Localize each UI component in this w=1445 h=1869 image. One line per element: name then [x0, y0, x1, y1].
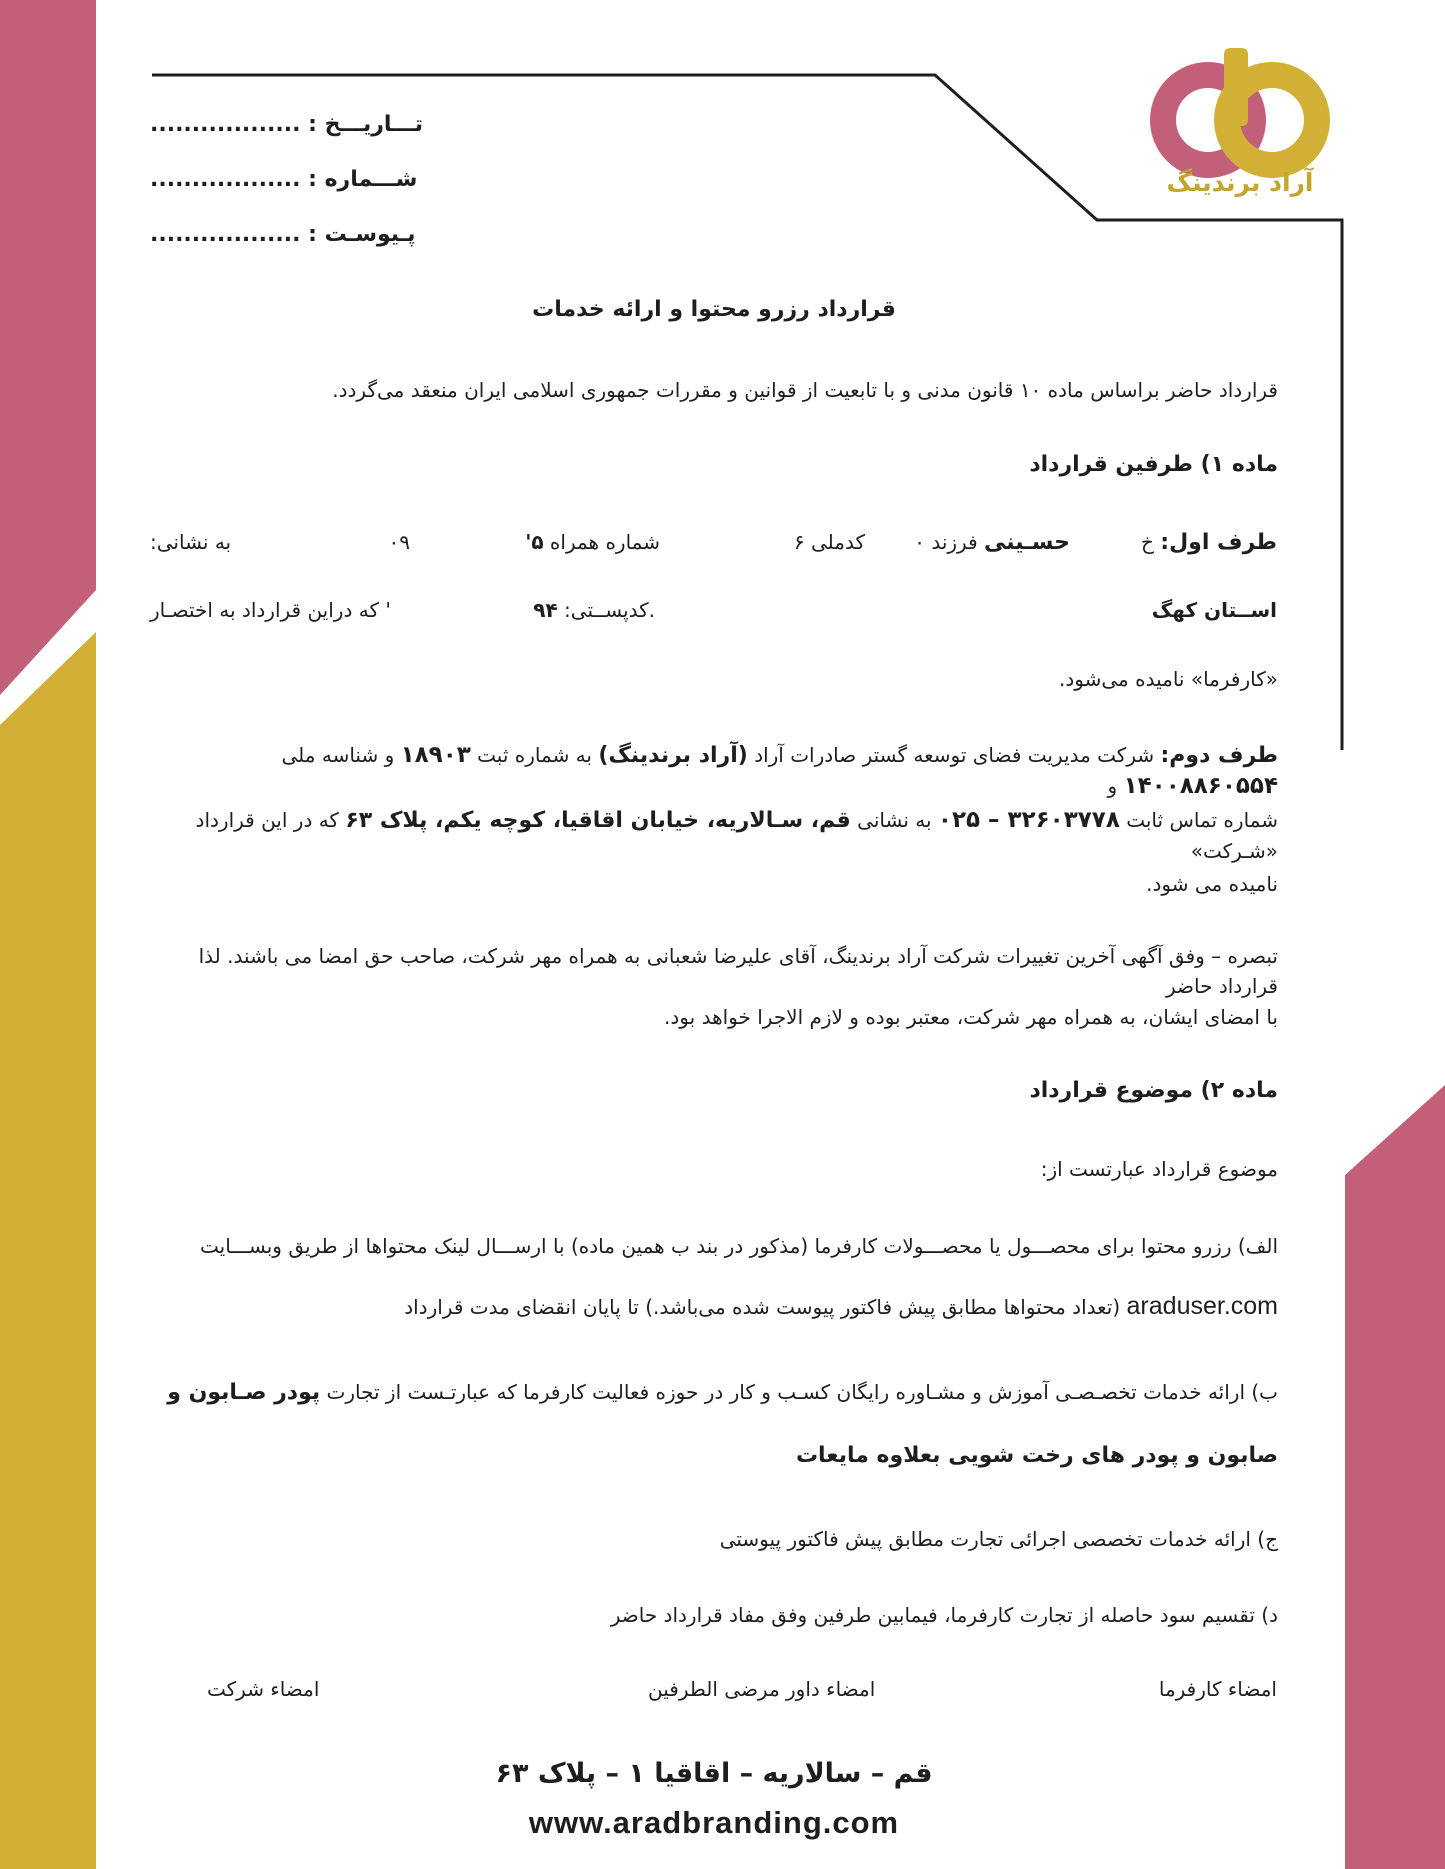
- party1-postal-prefix: .: [648, 598, 655, 622]
- party2-called-a: که در این قرارداد «شـرکت»: [195, 808, 1278, 863]
- item-a-site: araduser.com: [1126, 1292, 1278, 1320]
- party2-phone: ۳۲۶۰۳۷۷۸ – ۰۲۵: [937, 807, 1120, 833]
- party2-line2: [150, 805, 1278, 866]
- party1-national-id: کدملی ۶: [793, 530, 865, 554]
- note-line1: تبصره – وفق آگهی آخرین تغییرات شرکت آراد برندینگ، آقای علیرضا شعبانی به همراه مهر شرکت، صاحب حق امضا می باشند. لذا قرارداد حاضر: [198, 944, 1278, 998]
- brand-logo-text: آراد برندینگ: [1166, 168, 1314, 197]
- signature-employer: امضاء کارفرما: [1158, 1677, 1277, 1701]
- party1-label: طرف اول:: [1160, 530, 1277, 555]
- party2-address: قم، سـالاریه، خیابان اقاقیا، کوچه یکم، پلاک ۶۳: [345, 808, 851, 833]
- party1-name-fragment: خ: [1140, 530, 1154, 554]
- party1-label-group: [1141, 530, 1277, 555]
- party2-brand: (آراد برندینگ): [598, 743, 748, 768]
- item-a-text: (تعداد محتواها مطابق پیش فاکتور پیوست شده می‌باشد.) تا پایان انقضای مدت قرارداد: [404, 1295, 1121, 1319]
- number-field: [150, 167, 417, 192]
- party1-abbr-text: که دراین قرارداد به اختصـار: [150, 598, 379, 622]
- item-b-line1: [150, 1377, 1278, 1408]
- party1-postal-label: کدپســتی:: [564, 598, 649, 622]
- note-line2: با امضای ایشان، به همراه مهر شرکت، معتبر بوده و لازم الاجرا خواهد بود.: [664, 1005, 1278, 1029]
- item-b-bold2: صابون و پودر های رخت شویی بعلاوه مایعات: [795, 1443, 1278, 1468]
- party1-called: «کارفرما» نامیده می‌شود.: [1059, 667, 1278, 691]
- attachment-field: [150, 222, 416, 247]
- date-label: تـــاریـــخ :: [308, 112, 423, 137]
- party1-child-of: فرزند ۰: [914, 530, 978, 554]
- document-title: قرارداد رزرو محتوا و ارائه خدمات: [532, 297, 896, 322]
- article2-intro: موضوع قرارداد عبارتست از:: [1040, 1157, 1278, 1181]
- number-dots: ..................: [150, 167, 301, 192]
- party1-surname: حسـینی: [984, 530, 1070, 555]
- party2-label: طرف دوم:: [1160, 743, 1278, 768]
- right-pink-band: [1345, 1085, 1445, 1869]
- party2-text-a: شرکت مدیریت فضای توسعه گستر صادرات آراد: [754, 743, 1155, 767]
- number-label: شـــماره :: [308, 167, 418, 192]
- party1-address-prefix: ۰۹: [388, 530, 410, 554]
- party2-called-b: نامیده می شود.: [1146, 872, 1278, 896]
- party2-text-b: به شماره ثبت: [477, 743, 592, 767]
- attachment-dots: ..................: [150, 222, 301, 247]
- item-a-line1: الف) رزرو محتوا برای محصـــول یا محصـــولات کارفرما (مذکور در بند ب همین ماده) با ارســـال لینک محتواها از طریق وبســـایت: [200, 1234, 1278, 1258]
- party1-surname-group: [914, 530, 1070, 555]
- party1-address-label: به نشانی:: [150, 530, 232, 554]
- party1-mobile-label: شماره همراه: [549, 530, 660, 554]
- party2-phone-label: شماره تماس ثابت: [1126, 808, 1278, 832]
- party1-mobile-fragment: ۵': [525, 530, 544, 554]
- article2-heading: ماده ۲) موضوع قرارداد: [1029, 1078, 1278, 1103]
- party2-reg-no: ۱۸۹۰۳: [400, 742, 471, 768]
- item-d: د) تقسیم سود حاصله از تجارت کارفرما، فیمابین طرفین وفق مفاد قرارداد حاضر: [610, 1603, 1278, 1627]
- signature-arbiter: امضاء داور مرضی الطرفین: [648, 1677, 876, 1701]
- party2-national-id: ۱۴۰۰۸۸۶۰۵۵۴: [1123, 773, 1278, 799]
- party1-postal-fragment: ۹۴: [533, 598, 558, 622]
- attachment-label: پـیوسـت :: [308, 222, 416, 247]
- signature-company: امضاء شرکت: [207, 1677, 320, 1701]
- item-b-bold1: پودر صـابون و: [167, 1380, 321, 1405]
- item-c: ج) ارائه خدمات تخصصی اجرائی تجارت مطابق پیش فاکتور پیوستی: [719, 1527, 1278, 1551]
- article1-heading: ماده ۱) طرفین قرارداد: [1029, 452, 1278, 477]
- party2-text-c: و شناسه ملی: [281, 743, 395, 767]
- item-b-text: ب) ارائه خدمات تخصـصـی آموزش و مشـاوره رایگان کسـب و کار در حوزه فعالیت کارفرما که عبارتـست از تجارت: [326, 1380, 1278, 1404]
- intro-paragraph: قرارداد حاضر براساس ماده ۱۰ قانون مدنی و با تابعیت از قوانین و مقررات جمهوری اسلامی ایران منعقد می‌گردد.: [332, 378, 1278, 402]
- footer-website: www.aradbranding.com: [528, 1805, 900, 1840]
- party1-abbr-group: [150, 598, 391, 622]
- date-field: [150, 112, 423, 137]
- logo-gold-stem: [1224, 48, 1248, 126]
- party2-line1: [150, 740, 1278, 801]
- item-a-line2: [150, 1291, 1278, 1322]
- party1-abbr-mark: ': [385, 598, 391, 622]
- party2-address-label: به نشانی: [857, 808, 932, 832]
- party1-postal-group: [533, 598, 655, 622]
- date-dots: ..................: [150, 112, 301, 137]
- left-gold-band: [0, 632, 96, 1869]
- party2-text-d: و: [1107, 774, 1118, 798]
- left-pink-band: [0, 0, 96, 695]
- footer-address: قم – سالاریه – اقاقیا ۱ – پلاک ۶۳: [495, 1758, 933, 1789]
- party1-mobile-group: [525, 530, 660, 554]
- party1-province: اســتان کهگ: [1151, 598, 1277, 622]
